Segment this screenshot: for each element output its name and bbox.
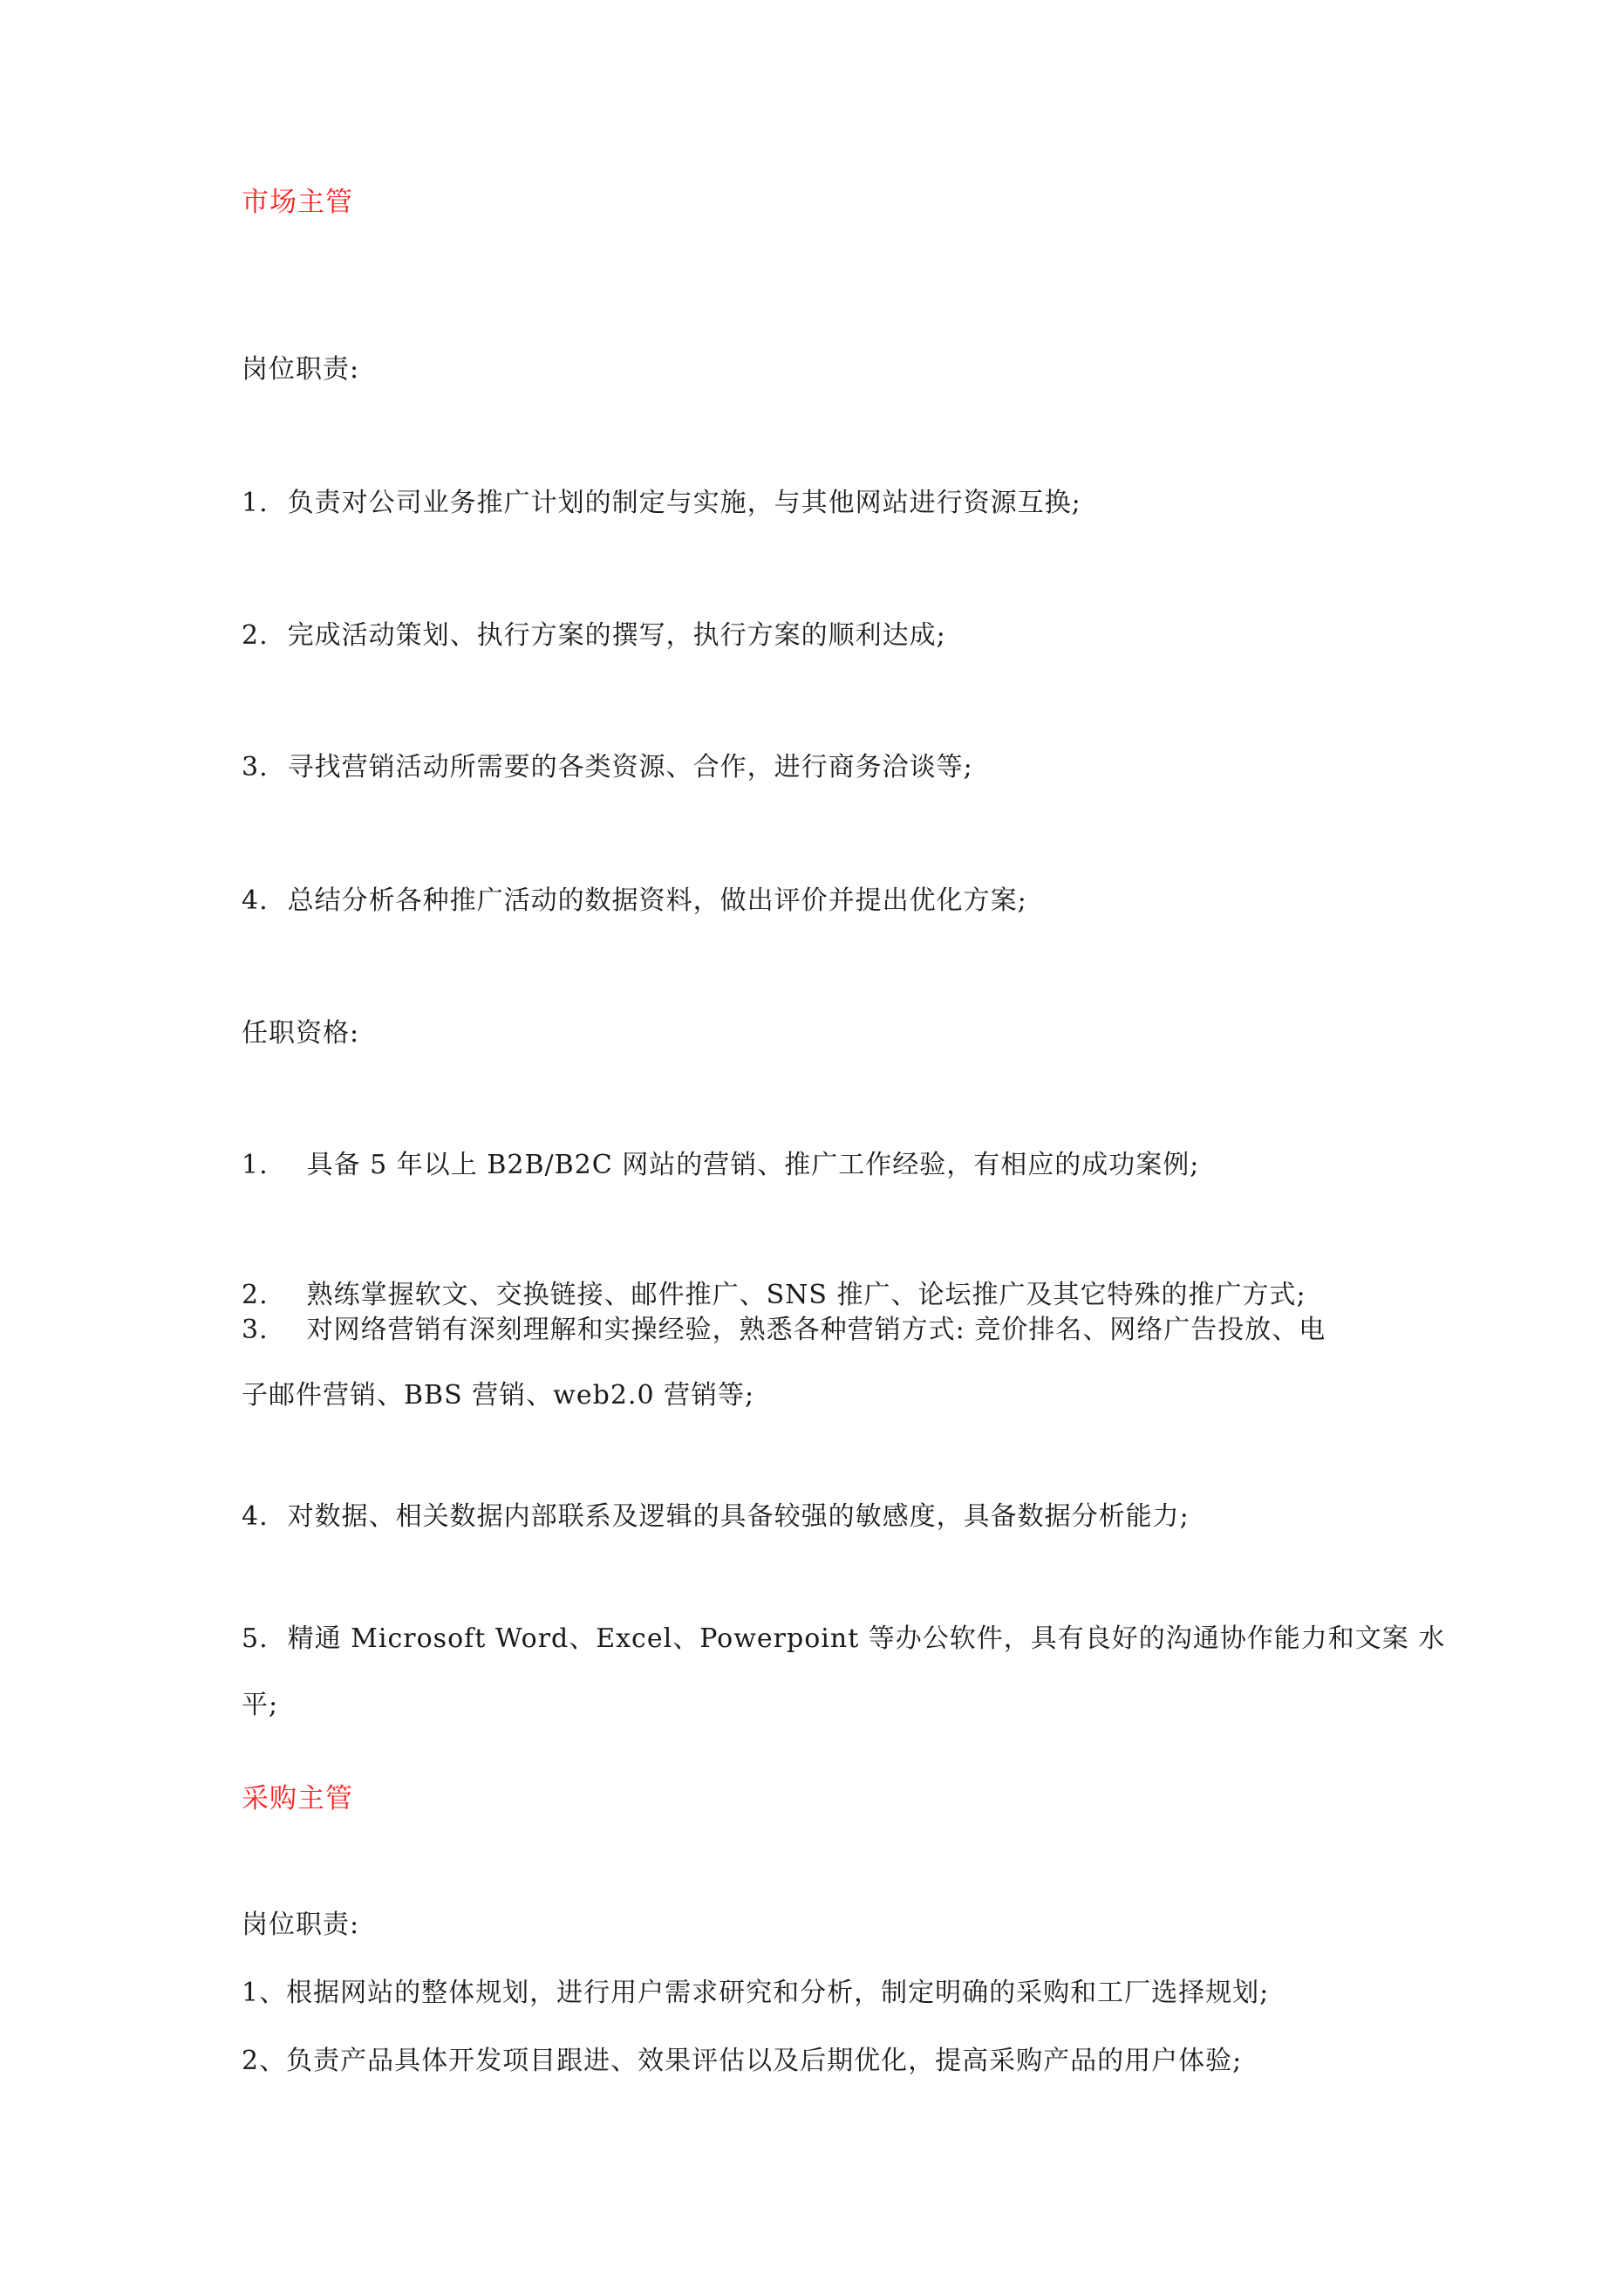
item-text: 对网络营销有深刻理解和实操经验，熟悉各种营销方式: 竞价排名、网络广告投放、电 — [306, 1315, 1326, 1345]
item-number: 1. — [242, 488, 269, 518]
list-item — [242, 1500, 1190, 1534]
list-item — [242, 750, 973, 785]
section-title-market: 市场主管 — [242, 187, 353, 218]
item-text: 熟练掌握软文、交换链接、邮件推广、SNS 推广、论坛推广及其它特殊的推广方式; — [306, 1280, 1306, 1310]
qualifications-label: 任职资格: — [242, 1018, 360, 1049]
duties-label: 岗位职责: — [242, 1910, 360, 1940]
list-item: 1、根据网站的整体规划，进行用户需求研究和分析，制定明确的采购和工厂选择规划; — [242, 1978, 1270, 2008]
item-text: 对数据、相关数据内部联系及逻辑的具备较强的敏感度，具备数据分析能力; — [287, 1501, 1190, 1532]
item-text: 具备 5 年以上 B2B/B2C 网站的营销、推广工作经验，有相应的成功案例; — [306, 1150, 1200, 1180]
item-text: 精通 Microsoft Word、Excel、Powerpoint 等办公软件，具有良好的沟通协作能力和文案 水 — [287, 1623, 1446, 1654]
list-item-continuation: 子邮件营销、BBS 营销、web2.0 营销等; — [242, 1380, 755, 1411]
item-number: 4. — [242, 1501, 269, 1532]
item-text: 总结分析各种推广活动的数据资料，做出评价并提出优化方案; — [287, 885, 1027, 916]
list-item — [242, 486, 1081, 521]
list-item — [242, 884, 1027, 919]
item-number: 3. — [242, 752, 269, 782]
item-number: 1. — [242, 1150, 269, 1180]
list-item — [242, 1622, 1445, 1657]
list-item — [242, 618, 946, 653]
list-item-continuation: 平; — [242, 1690, 279, 1720]
duties-label: 岗位职责: — [242, 354, 360, 385]
item-number: 5. — [242, 1623, 269, 1654]
list-item: 2、负责产品具体开发项目跟进、效果评估以及后期优化，提高采购产品的用户体验; — [242, 2046, 1243, 2076]
item-text: 寻找营销活动所需要的各类资源、合作，进行商务洽谈等; — [287, 752, 973, 782]
list-item — [242, 1278, 1306, 1313]
item-text: 完成活动策划、执行方案的撰写，执行方案的顺利达成; — [287, 620, 946, 651]
item-number: 3. — [242, 1315, 269, 1345]
item-number: 4. — [242, 885, 269, 916]
item-text: 负责对公司业务推广计划的制定与实施，与其他网站进行资源互换; — [287, 488, 1081, 518]
section-title-purchasing: 采购主管 — [242, 1783, 353, 1814]
list-item — [242, 1148, 1199, 1183]
item-number: 2. — [242, 1280, 269, 1310]
item-number: 2. — [242, 620, 269, 651]
list-item — [242, 1313, 1326, 1348]
